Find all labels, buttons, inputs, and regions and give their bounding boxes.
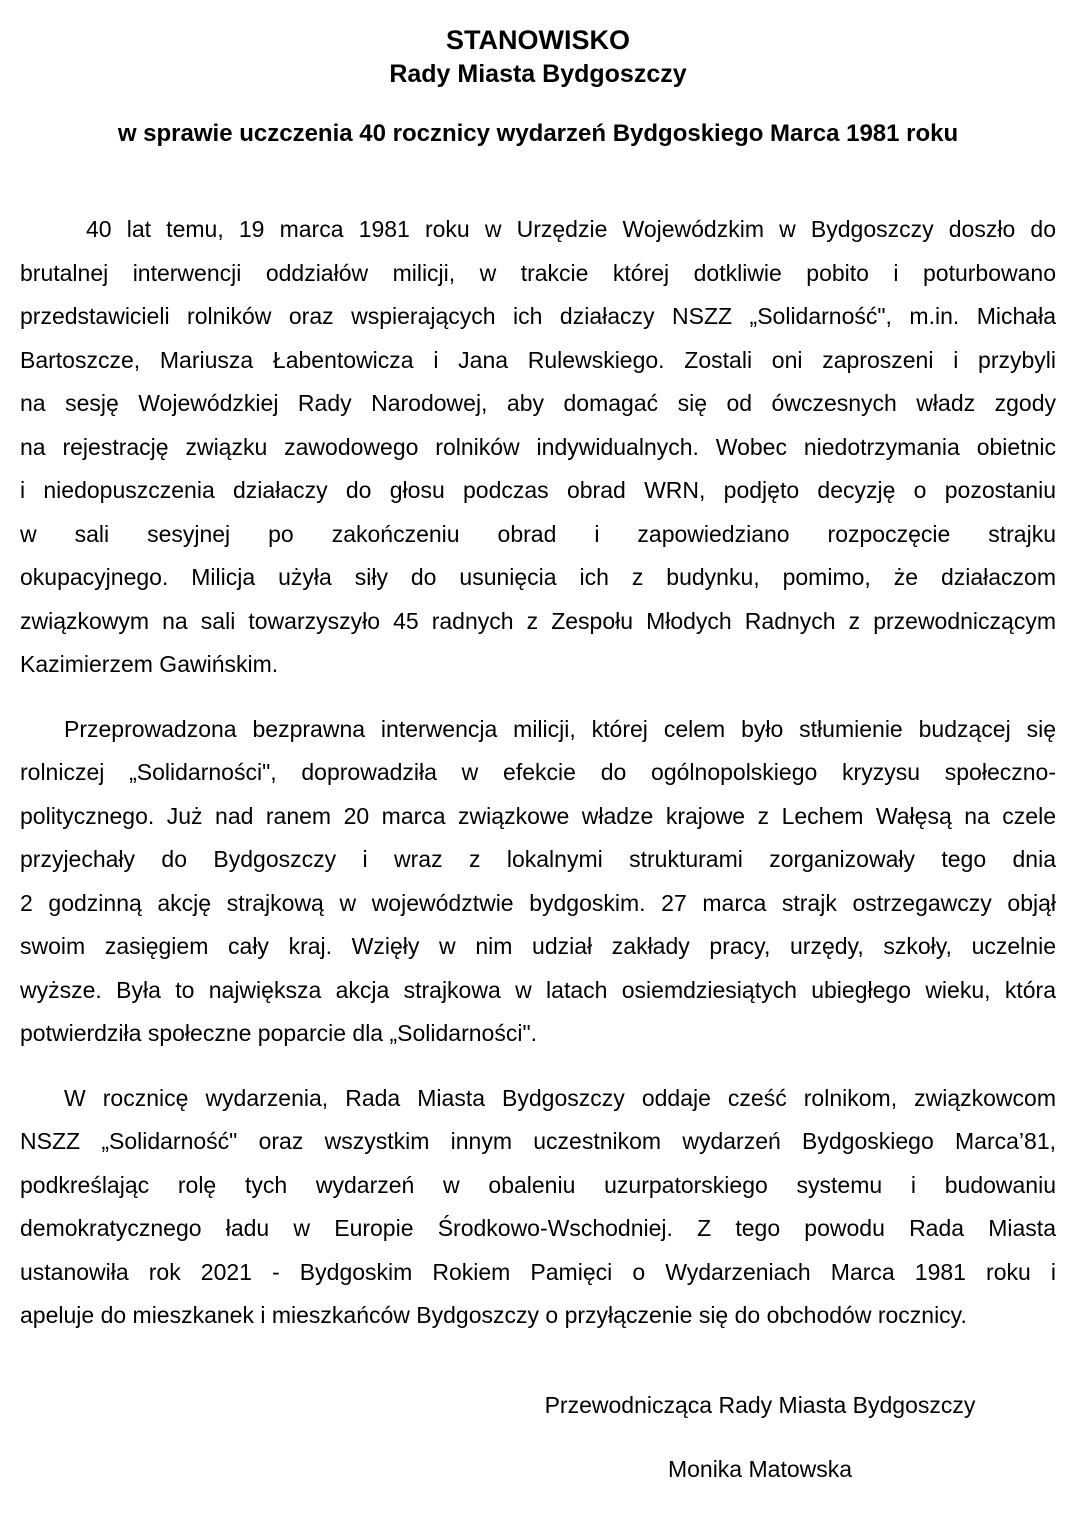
paragraph-line: politycznego. Już nad ranem 20 marca związkowe władze krajowe z Lechem Wałęsą na czele [20, 802, 1056, 829]
paragraph-line: 2 godzinną akcję strajkową w województwie bydgoskim. 27 marca strajk ostrzegawczy objął [20, 889, 1056, 916]
paragraph-line: podkreślając rolę tych wydarzeń w obaleniu uzurpatorskiego systemu i budowaniu [20, 1171, 1056, 1198]
paragraph [20, 1077, 1056, 1338]
paragraph-line: Przeprowadzona bezprawna interwencja milicji, której celem było stłumienie budzącej się [64, 715, 1056, 742]
paragraph-line: demokratycznego ładu w Europie Środkowo-Wschodniej. Z tego powodu Rada Miasta [20, 1215, 1056, 1241]
paragraph-line: Bartoszcze, Mariusza Łabentowicza i Jana Rulewskiego. Zostali oni zaproszeni i przybyli [20, 346, 1056, 373]
document-title-organization: Rady Miasta Bydgoszczy [389, 60, 687, 88]
paragraph-line: rolniczej „Solidarności", doprowadziła w efekcie do ogólnopolskiego kryzysu społeczno- [20, 759, 1056, 785]
paragraph-line: 40 lat temu, 19 marca 1981 roku w Urzędzie Wojewódzkim w Bydgoszczy doszło do [86, 216, 1056, 242]
signature-block [530, 1390, 990, 1484]
paragraph-line: przyjechały do Bydgoszczy i wraz z lokalnymi strukturami zorganizowały tego dnia [20, 846, 1056, 872]
paragraph-line: brutalnej interwencji oddziałów milicji, w trakcie której dotkliwie pobito i poturbowano [20, 259, 1056, 286]
document-body [20, 208, 1056, 1338]
paragraph-line: wyższe. Była to największa akcja strajkowa w latach osiemdziesiątych ubiegłego wieku, która [20, 976, 1056, 1003]
paragraph-line: ustanowiła rok 2021 - Bydgoskim Rokiem Pamięci o Wydarzeniach Marca 1981 roku i [20, 1258, 1056, 1285]
signature-name: Monika Matowska [667, 1455, 853, 1482]
paragraph-line: i niedopuszczenia działaczy do głosu podczas obrad WRN, podjęto decyzję o pozostaniu [20, 477, 1056, 503]
paragraph-line: Kazimierzem Gawińskim. [20, 651, 279, 677]
paragraph-line: związkowym na sali towarzyszyło 45 radnych z Zespołu Młodych Radnych z przewodniczącym [20, 607, 1056, 634]
paragraph-line: na rejestrację związku zawodowego rolników indywidualnych. Wobec niedotrzymania obietnic [20, 433, 1056, 460]
paragraph-line: okupacyjnego. Milicja użyła siły do usunięcia ich z budynku, pomimo, że działaczom [20, 564, 1056, 590]
signature-role: Przewodnicząca Rady Miasta Bydgoszczy [544, 1391, 976, 1418]
paragraph-line: przedstawicieli rolników oraz wspierających ich działaczy NSZZ „Solidarność", m.in. Michała [20, 303, 1056, 329]
document-title: STANOWISKO [446, 25, 630, 55]
paragraph-line: na sesję Wojewódzkiej Rady Narodowej, aby domagać się od ówczesnych władz zgody [20, 390, 1056, 416]
paragraph-line: W rocznicę wydarzenia, Rada Miasta Bydgoszczy oddaje cześć rolnikom, związkowcom [64, 1084, 1056, 1111]
paragraph-line: NSZZ „Solidarność" oraz wszystkim innym uczestnikom wydarzeń Bydgoskiego Marca’81, [20, 1128, 1056, 1154]
paragraph [20, 708, 1056, 1056]
document-header [0, 0, 1076, 150]
paragraph-line: w sali sesyjnej po zakończeniu obrad i zapowiedziano rozpoczęcie strajku [20, 520, 1056, 547]
paragraph-line: potwierdziła społeczne poparcie dla „Solidarności". [20, 1020, 537, 1046]
paragraph [20, 208, 1056, 687]
paragraph-line: apeluje do mieszkanek i mieszkańców Bydgoszczy o przyłączenie się do obchodów rocznicy. [20, 1302, 967, 1328]
paragraph-line: swoim zasięgiem cały kraj. Wzięły w nim udział zakłady pracy, urzędy, szkoły, uczelnie [20, 933, 1056, 959]
document-subject: w sprawie uczczenia 40 rocznicy wydarzeń Bydgoskiego Marca 1981 roku [117, 120, 959, 147]
